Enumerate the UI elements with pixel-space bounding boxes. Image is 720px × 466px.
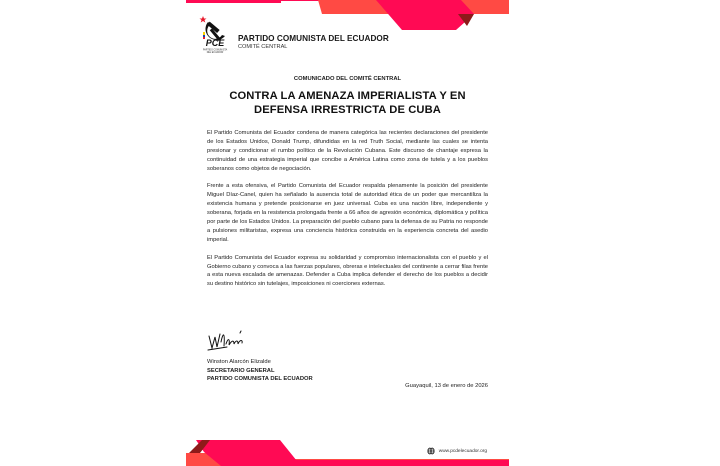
svg-text:PARTIDO COMUNISTA: PARTIDO COMUNISTA (202, 49, 228, 52)
handwritten-signature (207, 328, 247, 352)
document-kicker: COMUNICADO DEL COMITÉ CENTRAL (293, 76, 402, 82)
website-url[interactable]: www.pcdelecuador.org (438, 448, 487, 454)
signatory-org: PARTIDO COMUNISTA DEL ECUADOR (207, 376, 313, 383)
svg-text:PCE: PCE (205, 38, 225, 48)
title-line-1: CONTRA LA AMENAZA IMPERIALISTA Y EN (229, 90, 466, 102)
party-logo (198, 14, 232, 54)
title-line-2: DEFENSA IRRESTRICTA DE CUBA (254, 104, 441, 116)
svg-text:DEL ECUADOR: DEL ECUADOR (206, 52, 224, 54)
hammer-sickle-star-icon (198, 14, 232, 54)
place-and-date: Guayaquil, 13 de enero de 2026 (405, 383, 488, 389)
bottom-decorative-banner (186, 432, 509, 466)
org-subtitle: COMITÉ CENTRAL (238, 44, 288, 50)
paragraph: El Partido Comunista del Ecuador condena de manera categórica las recientes declaraciones del presidente de los Estados Unidos, Donald Trump, difundidas en la red Truth Social, mediante las cuales se intenta presionar y condicionar el rumbo político de la Revolución Cubana. Este discurso de chantaje expresa la continuidad de una estrategia imperial que concibe a América Latina como zona de tutela y a los pueblos soberanos como objetos de negociación. (207, 130, 488, 172)
signatory-role: SECRETARIO GENERAL (207, 367, 275, 374)
org-name: PARTIDO COMUNISTA DEL ECUADOR (238, 34, 389, 43)
document-body (207, 129, 488, 298)
paragraph: El Partido Comunista del Ecuador expresa su solidaridad y compromiso internacionalista con el pueblo y el Gobierno cubano y convoca a las fuerzas populares, obreras e intelectuales del continente a cerrar filas frente a esta nueva escalada de amenazas. Defender a Cuba implica defender el derecho de los pueblos a decidir su destino histórico sin tutelajes, imposiciones ni coerciones externas. (207, 254, 488, 288)
letterhead (198, 14, 389, 54)
signatory-name: Winston Alarcón Elizalde (207, 359, 271, 365)
signatory-block (207, 358, 313, 384)
communique-page (186, 0, 509, 466)
document-title (186, 89, 509, 117)
paragraph: Frente a esta ofensiva, el Partido Comunista del Ecuador respalda plenamente la posición del presidente Miguel Díaz-Canel, quien ha señalado la ausencia total de autoridad ética de un poder que mercantiliza la existencia humana y pretende posicionarse en juez universal. Cuba es una nación libre, independiente y soberana, forjada en la resistencia prolongada frente a 66 años de agresión económica, diplomática y política por parte de los Estados Unidos. La preparación del pueblo cubano para la defensa de su Patria no responde a pulsiones militaristas, expresa una conciencia histórica construida en la experiencia concreta del asedio imperial. (207, 183, 488, 243)
